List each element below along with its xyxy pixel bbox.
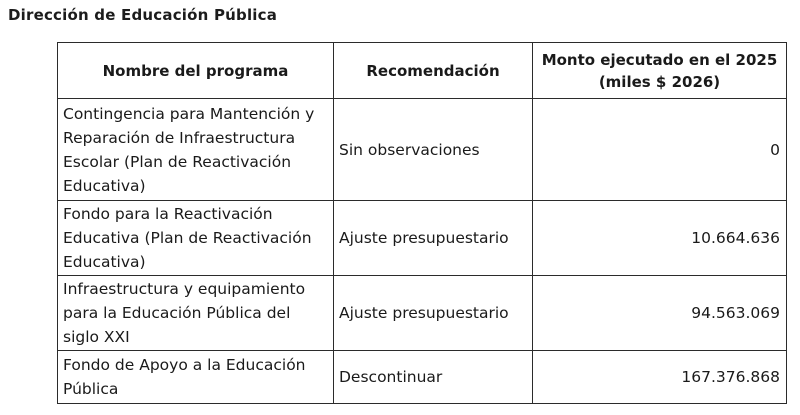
amount-cell: 167.376.868 bbox=[533, 351, 787, 404]
programs-table-container bbox=[57, 42, 787, 404]
header-amount: Monto ejecutado en el 2025 (miles $ 2026) bbox=[533, 43, 787, 99]
programs-table bbox=[57, 42, 787, 404]
amount-cell: 94.563.069 bbox=[533, 276, 787, 351]
table-row bbox=[58, 276, 787, 351]
program-name-cell: Contingencia para Mantención y Reparación de Infraestructura Escolar (Plan de Reactivación Educativa) bbox=[58, 99, 334, 201]
recommendation-cell: Descontinuar bbox=[334, 351, 533, 404]
program-name-cell: Fondo para la Reactivación Educativa (Plan de Reactivación Educativa) bbox=[58, 201, 334, 276]
program-name-cell: Infraestructura y equipamiento para la Educación Pública del siglo XXI bbox=[58, 276, 334, 351]
recommendation-cell: Ajuste presupuestario bbox=[334, 201, 533, 276]
amount-cell: 0 bbox=[533, 99, 787, 201]
table-header-row bbox=[58, 43, 787, 99]
table-row bbox=[58, 201, 787, 276]
recommendation-cell: Ajuste presupuestario bbox=[334, 276, 533, 351]
page-title: Dirección de Educación Pública bbox=[8, 6, 278, 24]
header-program-name: Nombre del programa bbox=[58, 43, 334, 99]
table-row bbox=[58, 351, 787, 404]
table-row bbox=[58, 99, 787, 201]
recommendation-cell: Sin observaciones bbox=[334, 99, 533, 201]
header-recommendation: Recomendación bbox=[334, 43, 533, 99]
amount-cell: 10.664.636 bbox=[533, 201, 787, 276]
program-name-cell: Fondo de Apoyo a la Educación Pública bbox=[58, 351, 334, 404]
